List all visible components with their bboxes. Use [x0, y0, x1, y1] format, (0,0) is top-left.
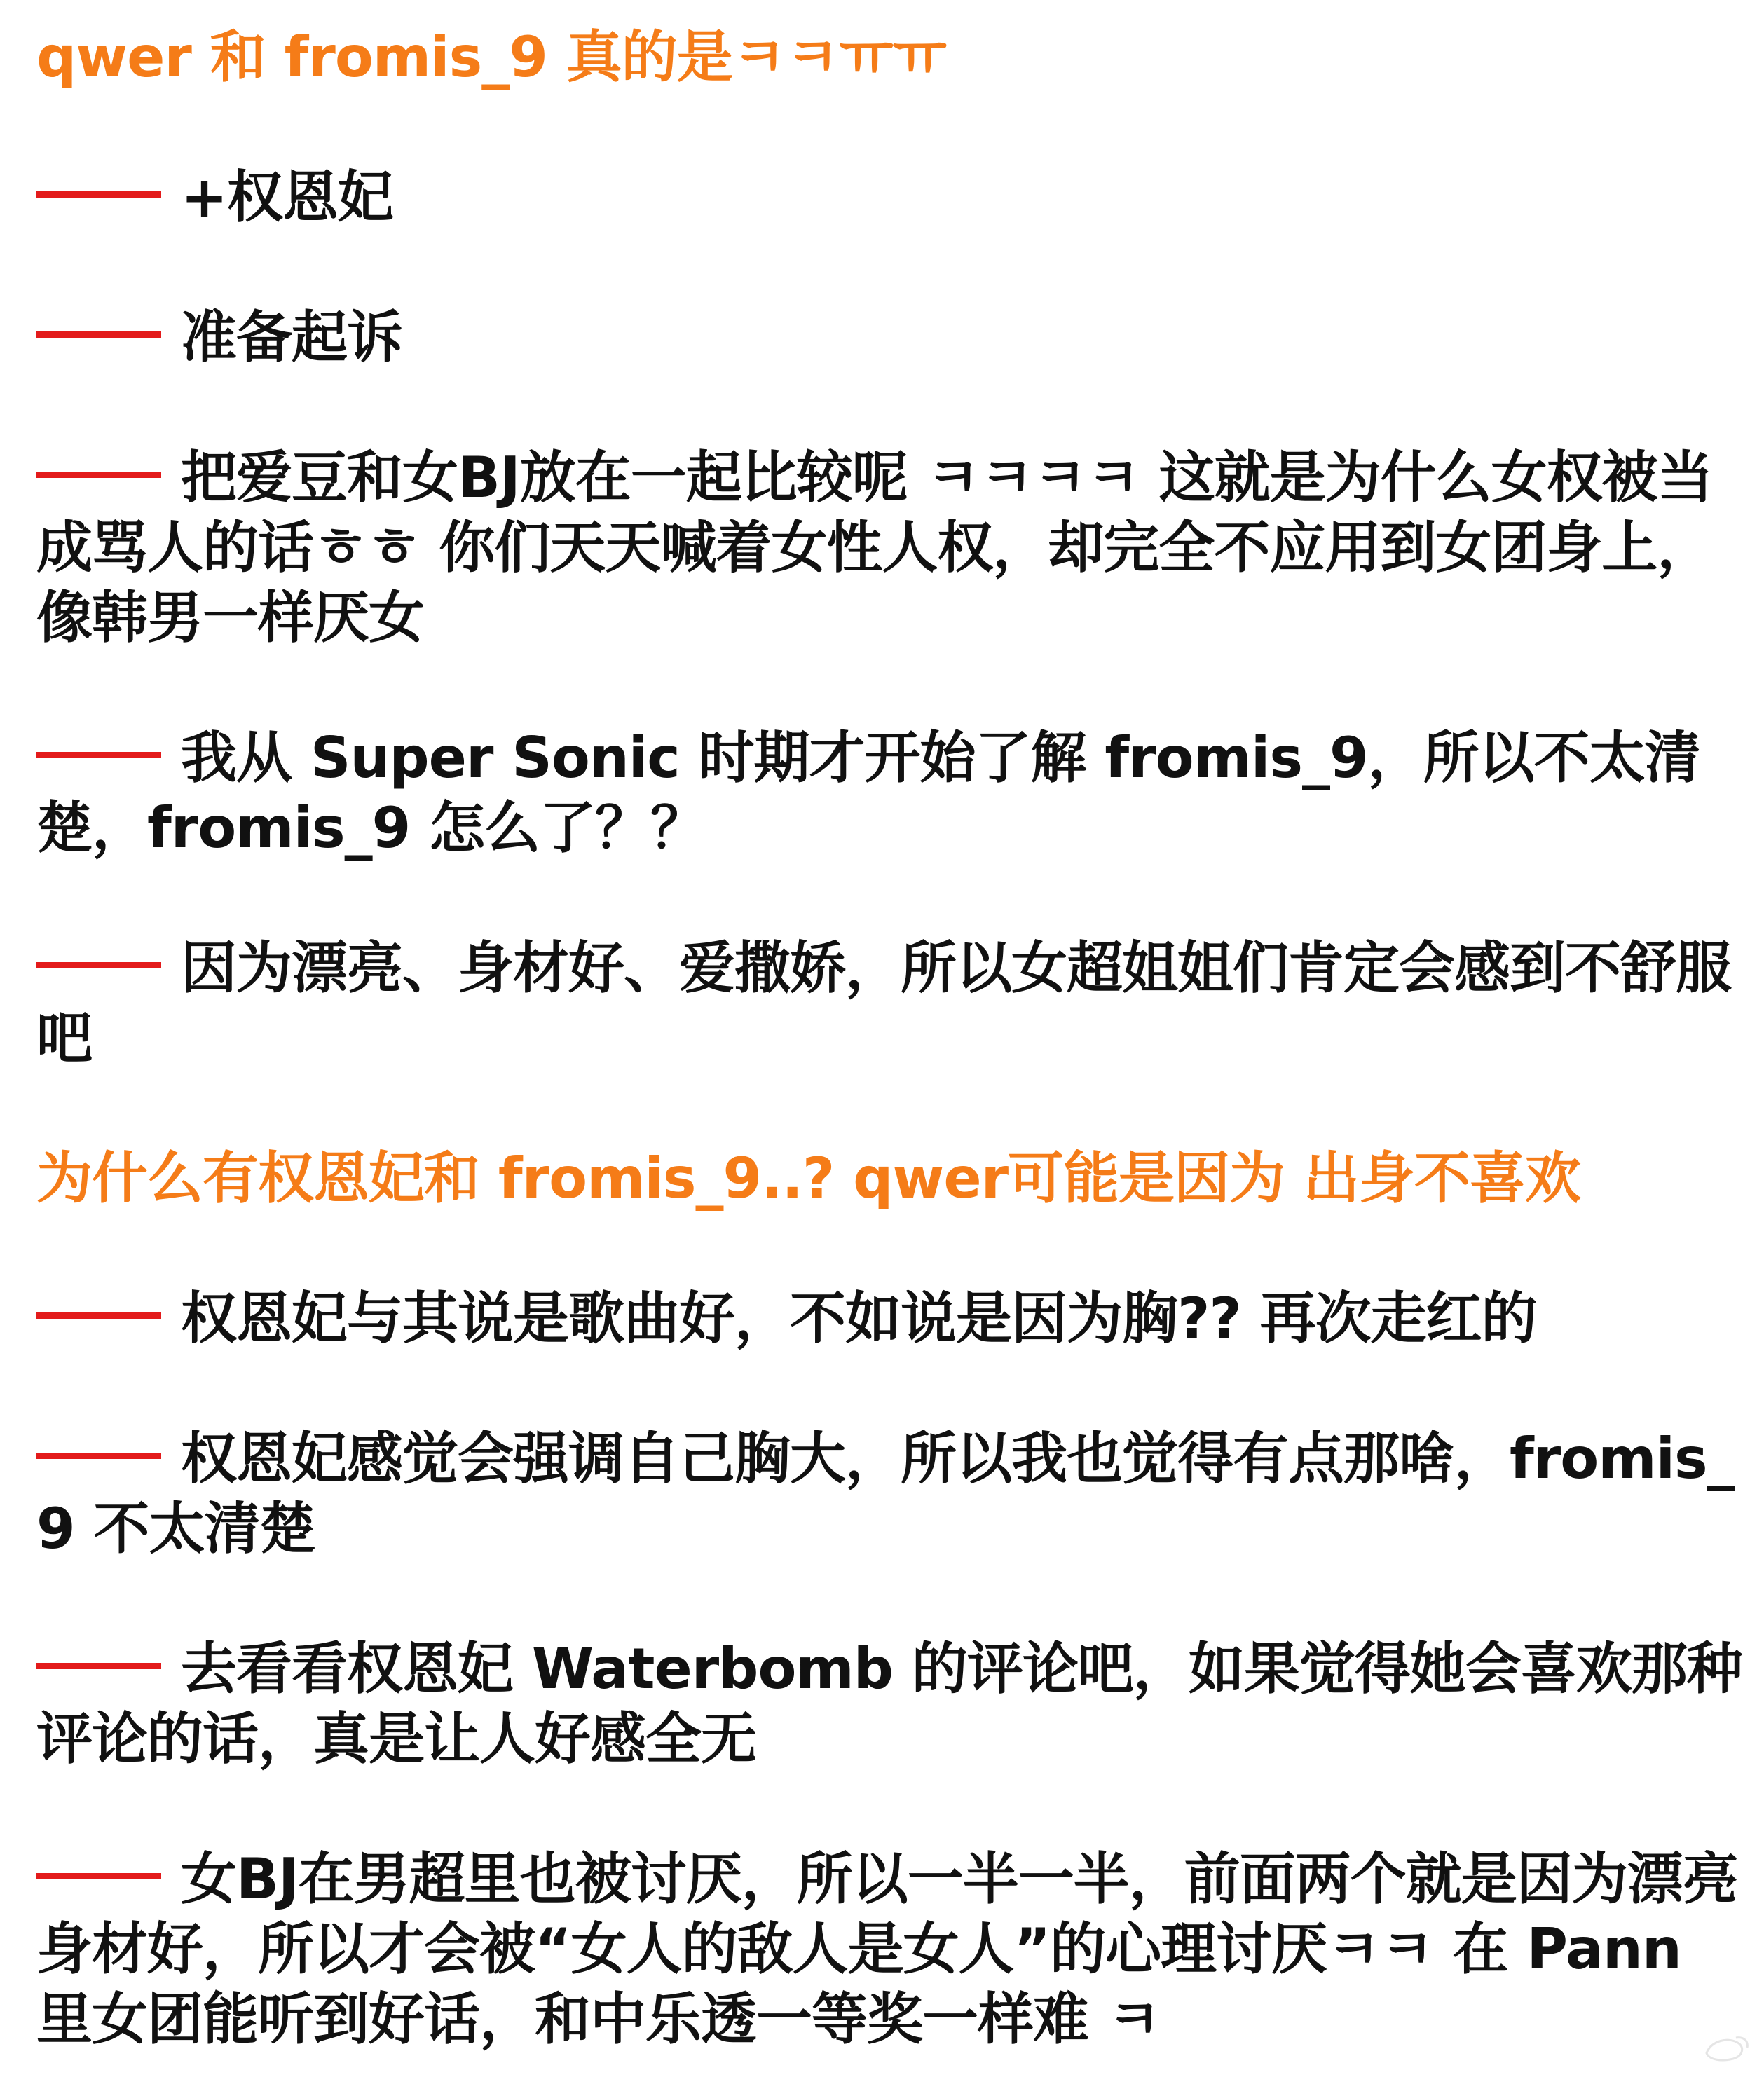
heading-2: 为什么有权恩妃和 fromis_9..? qwer可能是因为 出身不喜欢 [36, 1146, 1580, 1211]
dash-marker [36, 1873, 161, 1879]
dash-marker [36, 1453, 161, 1459]
dash-marker [36, 752, 161, 758]
comment-text: 权恩妃感觉会强调自己胸大，所以我也觉得有点那啥，fromis_9 不太清楚 [36, 1426, 1735, 1561]
comment-text: 去看看权恩妃 Waterbomb 的评论吧，如果觉得她会喜欢那种评论的话，真是让人好感全无 [36, 1636, 1742, 1771]
comment-8 [36, 1634, 1746, 1774]
dash-marker [36, 191, 161, 198]
comment-text: 准备起诉 [181, 305, 402, 370]
weibo-watermark-icon [1702, 2032, 1751, 2063]
dash-marker [36, 472, 161, 478]
comment-2 [36, 303, 1746, 373]
comment-text: 把爱豆和女BJ放在一起比较呢 ㅋㅋㅋㅋ 这就是为什么女权被当成骂人的话ㅎㅎ 你们天天喊着女性人权，却完全不应用到女团身上，像韩男一样厌女 [36, 445, 1713, 650]
comment-text: 因为漂亮、身材好、爱撒娇，所以女超姐姐们肯定会感到不舒服吧 [36, 935, 1731, 1071]
dash-marker [36, 331, 161, 338]
heading-1: qwer 和 fromis_9 真的是ㅋㅋㅠㅠ [36, 25, 946, 90]
comment-1 [36, 163, 1746, 233]
comment-4 [36, 723, 1746, 863]
comment-6 [36, 1284, 1746, 1354]
comment-text: 我从 Super Sonic 时期才开始了解 fromis_9，所以不太清楚，fromis_9 怎么了？？ [36, 725, 1700, 861]
comment-text: +权恩妃 [181, 165, 394, 230]
comment-3 [36, 443, 1746, 653]
dash-marker [36, 1663, 161, 1669]
comment-text: 权恩妃与其说是歌曲好，不如说是因为胸?? 再次走红的 [181, 1286, 1537, 1351]
comment-text: 女BJ在男超里也被讨厌，所以一半一半，前面两个就是因为漂亮身材好，所以才会被“女人的敌人是女人”的心理讨厌ㅋㅋ 在 Pann 里女团能听到好话，和中乐透一等奖一样难 ㅋ [36, 1846, 1738, 2052]
dash-marker [36, 962, 161, 968]
dash-marker [36, 1312, 161, 1319]
comment-9 [36, 1844, 1746, 2055]
comment-5 [36, 933, 1746, 1074]
comment-7 [36, 1424, 1746, 1564]
